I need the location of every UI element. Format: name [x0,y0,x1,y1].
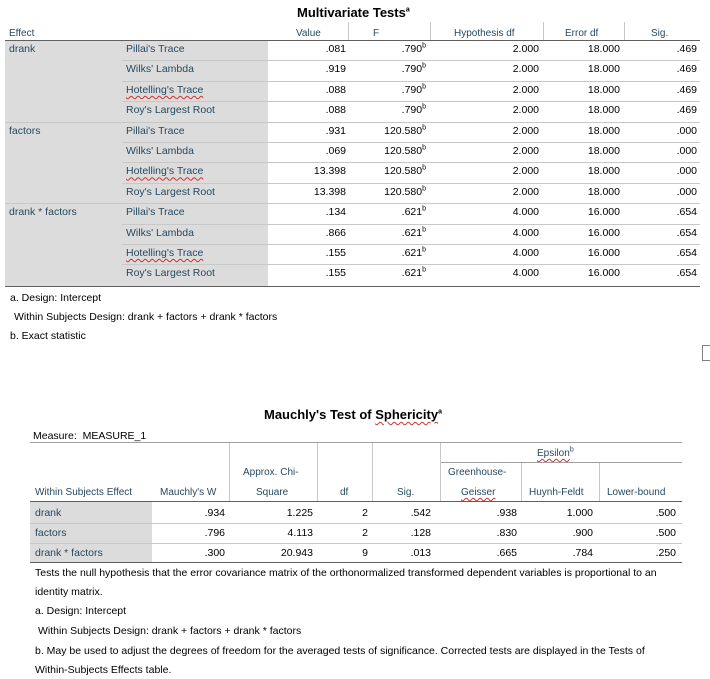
df-cell: 2 [362,527,368,539]
mv-footnote-within: Within Subjects Design: drank + factors + drank * factors [14,311,278,323]
value-cell: .081 [325,43,346,55]
error-df-cell: 18.000 [587,83,620,96]
sig-cell: .000 [676,185,697,198]
row-divider [122,60,700,61]
f-footnote-mark: b [422,83,426,91]
huynh-feldt-cell: 1.000 [566,507,593,519]
test-name-text: Roy's Largest Root [126,185,215,198]
epsilon-header: Epsilon$^b$ [537,446,574,459]
test-name-text: Roy's Largest Root [126,267,215,280]
lower-bound-cell: .500 [655,507,676,519]
sig-cell: .000 [676,124,697,137]
mauchly-w-cell: .934 [204,507,225,519]
mauchly-footnote-a: a. Design: Intercept [35,605,127,617]
f-value: .621 [401,226,423,239]
mv-header-error-df: Error df [565,28,599,39]
test-name-text: Wilks' Lambda [126,145,194,157]
lower-bound-cell: .250 [655,547,676,559]
chi-square-cell: 4.113 [287,527,313,539]
mv-header-f: F [373,28,380,39]
sig-cell: .654 [676,267,697,280]
row-divider [122,142,700,143]
chi-square-cell: 20.943 [280,547,313,559]
test-name-text: Pillai's Trace [126,206,185,219]
value-cell: .919 [325,63,346,76]
sig-cell: .469 [676,83,697,96]
test-name [126,43,185,55]
test-name [126,125,185,137]
hypothesis-df-cell: 4.000 [512,247,539,259]
effect-label: drank * factors [9,206,77,219]
test-name [126,104,215,116]
sig-cell: .469 [676,43,697,55]
row-divider [5,122,700,123]
error-df-cell: 18.000 [587,185,620,198]
error-df-cell: 18.000 [587,63,620,76]
multivariate-title: Multivariate Tests$^a$ [297,5,410,20]
value-cell: .088 [325,83,346,96]
f-cell [402,206,426,218]
mauchly-w-cell: .796 [204,527,225,539]
f-value: 120.580 [384,124,423,137]
f-cell [402,267,426,279]
f-value: .790 [401,104,423,117]
f-footnote-mark: b [422,103,426,111]
mv-header-hypothesis-df: Hypothesis df [454,28,515,39]
mauchly-header-sig: Sig. [397,487,415,498]
f-cell [384,145,426,157]
row-divider [122,81,700,82]
sig-cell: .542 [410,507,431,519]
error-df-cell: 18.000 [587,43,620,55]
hypothesis-df-cell: 2.000 [512,185,539,198]
row-divider [122,264,700,265]
mauchly-header-hf: Huynh-Feldt [529,487,584,498]
f-cell [402,84,426,96]
hypothesis-df-cell: 2.000 [512,165,539,178]
mauchly-header-df: df [340,487,349,498]
f-cell [402,227,426,239]
value-cell: .931 [325,124,346,137]
hypothesis-df-cell: 2.000 [512,43,539,55]
f-footnote-mark: b [422,266,426,274]
f-footnote-mark: b [422,164,426,172]
f-cell [402,104,426,116]
hypothesis-df-cell: 2.000 [512,83,539,96]
mauchly-header-gg-line2: Geisser [461,487,496,498]
test-name [126,63,194,75]
sig-cell: .000 [676,145,697,157]
row-divider [122,162,700,163]
f-value: .790 [401,63,423,76]
test-name [126,206,185,218]
mv-header-value: Value [296,28,321,39]
effect-label: drank * factors [35,547,103,559]
sig-cell: .469 [676,104,697,117]
error-df-cell: 16.000 [587,267,620,280]
row-divider [122,183,700,184]
value-cell: .069 [325,145,346,157]
hypothesis-df-cell: 2.000 [512,63,539,76]
test-name-text: Pillai's Trace [126,124,185,137]
test-name-text: Wilks' Lambda [126,226,194,239]
test-name [126,186,215,198]
row-divider [30,523,682,524]
f-value: 120.580 [384,165,423,178]
mauchly-footnote-within: Within Subjects Design: drank + factors + drank * factors [38,625,302,637]
mauchly-footnote-null-2: identity matrix. [35,586,103,598]
test-name [126,84,203,96]
error-df-cell: 16.000 [587,247,620,259]
f-cell [384,186,426,198]
test-name-text: Hotelling's Trace [126,165,204,178]
test-name-text: Hotelling's Trace [126,247,204,259]
mauchly-header-lb: Lower-bound [607,487,666,498]
effect-label: factors [9,124,41,137]
mv-header-sig: Sig. [651,28,669,39]
test-name [126,267,215,279]
sig-cell: .654 [676,226,697,239]
mauchly-header-effect: Within Subjects Effect [35,487,133,498]
resize-handle-icon[interactable] [702,345,710,361]
sig-cell: .000 [676,165,697,178]
sig-cell: .654 [676,206,697,219]
hypothesis-df-cell: 2.000 [512,124,539,137]
f-value: .790 [401,43,423,55]
test-name-text: Wilks' Lambda [126,63,194,76]
test-name-text: Pillai's Trace [126,43,185,55]
f-value: .621 [401,267,423,280]
f-cell [384,165,426,177]
error-df-cell: 18.000 [587,145,620,157]
hypothesis-df-cell: 4.000 [512,206,539,219]
error-df-cell: 16.000 [587,206,620,219]
mauchly-footnote-b-2: Within-Subjects Effects table. [35,664,172,676]
value-cell: 13.398 [313,185,346,198]
effect-label: factors [35,527,67,539]
mv-footnote-a: a. Design: Intercept [10,292,102,304]
sig-cell: .469 [676,63,697,76]
f-footnote-mark: b [422,144,426,152]
greenhouse-geisser-cell: .665 [496,547,517,559]
mv-footnote-b: b. Exact statistic [10,330,86,342]
row-divider [122,101,700,102]
row-divider [30,543,682,544]
mauchly-footnote-null-1: Tests the null hypothesis that the error covariance matrix of the orthonormalized transformed dependent variables is proportional to an [35,567,657,579]
test-name [126,145,194,157]
f-footnote-mark: b [422,42,426,50]
error-df-cell: 18.000 [587,104,620,117]
hypothesis-df-cell: 4.000 [512,226,539,239]
mauchly-title: Mauchly's Test of Sphericity$^a$ [264,407,442,422]
effect-label: drank [9,43,36,55]
hypothesis-df-cell: 4.000 [512,267,539,280]
mauchly-header-chi-line1: Approx. Chi- [243,467,299,478]
hypothesis-df-cell: 2.000 [512,104,539,117]
f-value: 120.580 [384,185,423,198]
error-df-cell: 18.000 [587,124,620,137]
test-name [126,227,194,239]
value-cell: 13.398 [313,165,346,178]
f-cell [384,125,426,137]
f-value: .790 [401,83,423,96]
greenhouse-geisser-cell: .830 [496,527,517,539]
hypothesis-df-cell: 2.000 [512,145,539,157]
test-name [126,247,203,259]
f-footnote-mark: b [422,205,426,213]
value-cell: .134 [325,206,346,219]
row-divider [122,224,700,225]
sig-cell: .654 [676,247,697,259]
f-footnote-mark: b [422,62,426,70]
row-divider [122,244,700,245]
error-df-cell: 16.000 [587,226,620,239]
f-value: .621 [401,206,423,219]
error-df-cell: 18.000 [587,165,620,178]
value-cell: .866 [325,226,346,239]
test-name [126,165,203,177]
sig-cell: .013 [410,547,431,559]
f-cell [402,247,426,259]
mauchly-header-chi-line2: Square [256,487,289,498]
f-footnote-mark: b [422,246,426,254]
test-name-text: Hotelling's Trace [126,83,204,96]
sig-cell: .128 [410,527,431,539]
mauchly-footnote-b-1: b. May be used to adjust the degrees of freedom for the averaged tests of significance. Corrected tests are displayed in the Tests of [35,645,645,657]
f-footnote-mark: b [422,185,426,193]
f-value: 120.580 [384,145,423,157]
f-cell [402,63,426,75]
f-cell [402,43,426,55]
f-footnote-mark: b [422,226,426,234]
f-value: .621 [401,247,423,259]
value-cell: .155 [325,247,346,259]
f-footnote-mark: b [422,124,426,132]
lower-bound-cell: .500 [655,527,676,539]
measure-line: Measure: MEASURE_1 [33,430,147,442]
mauchly-header-w: Mauchly's W [160,487,217,498]
mauchly-w-cell: .300 [204,547,225,559]
huynh-feldt-cell: .900 [572,527,593,539]
df-cell: 2 [362,507,368,519]
df-cell: 9 [362,547,368,559]
greenhouse-geisser-cell: .938 [496,507,517,519]
huynh-feldt-cell: .784 [572,547,593,559]
value-cell: .088 [325,104,346,117]
chi-square-cell: 1.225 [286,507,313,519]
test-name-text: Roy's Largest Root [126,104,215,117]
row-divider [5,203,700,204]
value-cell: .155 [325,267,346,280]
effect-label: drank [35,507,62,519]
mauchly-header-gg-line1: Greenhouse- [448,467,507,478]
mv-header-effect: Effect [9,28,35,39]
